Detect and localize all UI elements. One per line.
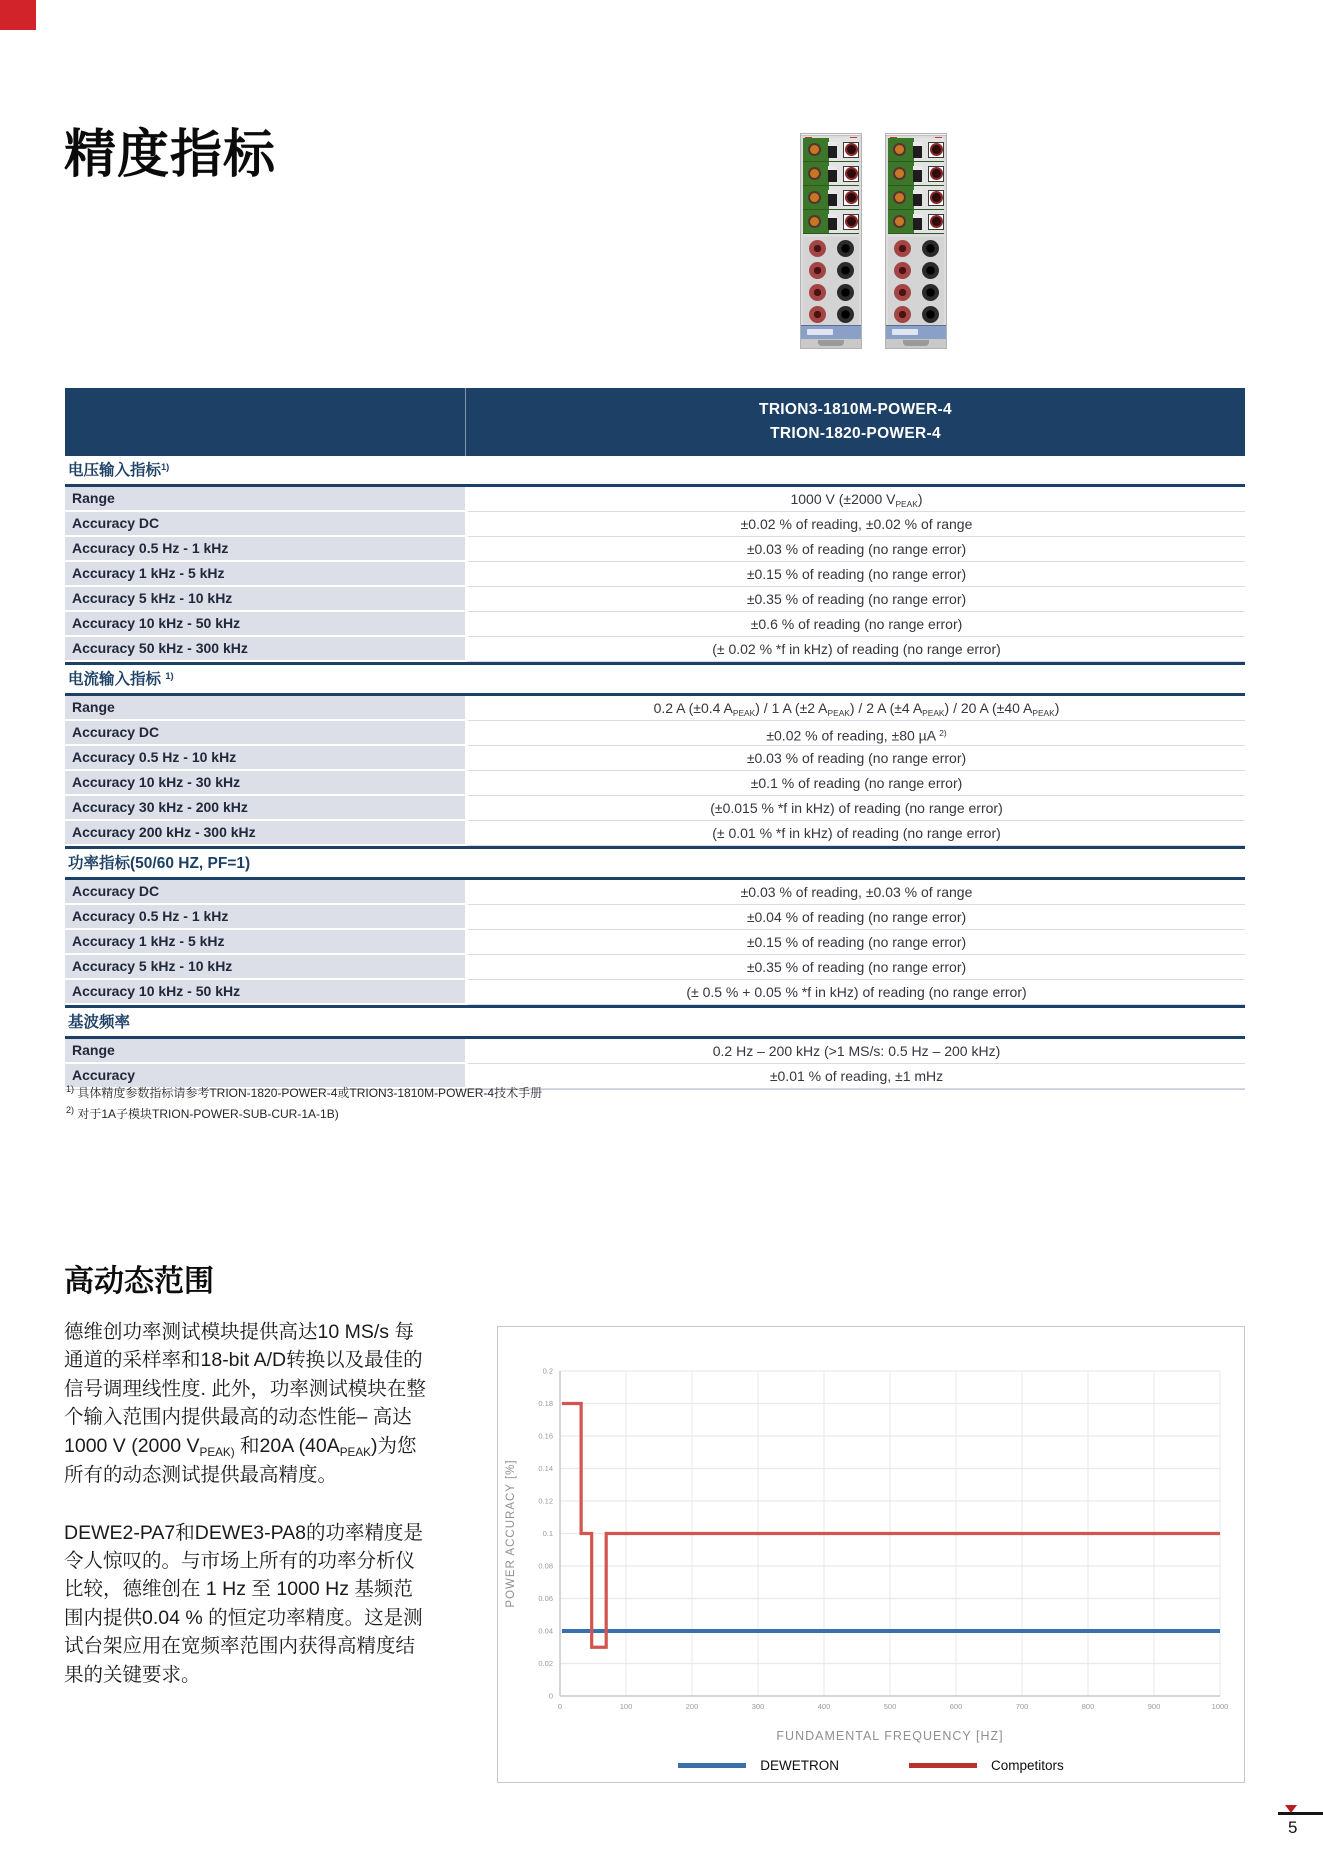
spec-row-label: Accuracy 1 kHz - 5 kHz bbox=[65, 930, 465, 955]
spec-row-value: (± 0.5 % + 0.05 % *f in kHz) of reading (no range error) bbox=[468, 980, 1245, 1005]
terminal-row bbox=[888, 162, 944, 186]
terminal-row bbox=[888, 186, 944, 210]
svg-text:500: 500 bbox=[883, 1702, 897, 1711]
module-images bbox=[800, 133, 947, 349]
spec-row-value: 0.2 Hz – 200 kHz (>1 MS/s: 0.5 Hz – 200 kHz) bbox=[468, 1039, 1245, 1064]
spec-row-value: 1000 V (±2000 $V_{PEAK}$) bbox=[468, 487, 1245, 512]
svg-text:0: 0 bbox=[548, 1691, 553, 1701]
spec-row bbox=[65, 637, 1245, 662]
jack-row bbox=[888, 303, 944, 325]
spec-row-label: Accuracy 50 kHz - 300 kHz bbox=[65, 637, 465, 662]
spec-row-label: Accuracy 0.5 Hz - 1 kHz bbox=[65, 537, 465, 562]
spec-row bbox=[65, 746, 1245, 771]
page-footer-triangle-icon bbox=[1285, 1805, 1297, 1813]
spec-row-label: Accuracy 0.5 Hz - 1 kHz bbox=[65, 905, 465, 930]
legend-label: Competitors bbox=[990, 1758, 1064, 1773]
svg-text:0.14: 0.14 bbox=[538, 1464, 553, 1473]
module-top-strip bbox=[801, 134, 861, 136]
footnote: $^{1)}$ 具体精度参数指标请参考TRION-1820-POWER-4或TRION3-1810M-POWER-4技术手册 bbox=[66, 1084, 543, 1100]
spec-row-label: Range bbox=[65, 487, 465, 512]
chart-svg bbox=[498, 1327, 1243, 1781]
chart-legend bbox=[498, 1758, 1244, 1773]
module-terminal-block bbox=[888, 138, 944, 234]
spec-row-label: Accuracy DC bbox=[65, 512, 465, 537]
power-accuracy-chart bbox=[497, 1326, 1245, 1783]
spec-row-value: ±0.35 % of reading (no range error) bbox=[468, 587, 1245, 612]
jack-row bbox=[888, 259, 944, 281]
spec-row-label: Accuracy DC bbox=[65, 721, 465, 746]
spec-table bbox=[65, 388, 1245, 1090]
spec-row-label: Accuracy 0.5 Hz - 10 kHz bbox=[65, 746, 465, 771]
svg-text:0.18: 0.18 bbox=[538, 1399, 553, 1408]
module-terminal-block bbox=[803, 138, 859, 234]
spec-row-value: ±0.1 % of reading (no range error) bbox=[468, 771, 1245, 796]
spec-row-value: ±0.03 % of reading, ±0.03 % of range bbox=[468, 880, 1245, 905]
module-image bbox=[885, 133, 947, 349]
spec-row-label: Range bbox=[65, 1039, 465, 1064]
jack-row bbox=[803, 281, 859, 303]
chart-x-axis-label: FUNDAMENTAL FREQUENCY [HZ] bbox=[776, 1729, 1004, 1743]
spec-row bbox=[65, 905, 1245, 930]
svg-text:0.04: 0.04 bbox=[538, 1626, 553, 1636]
spec-row bbox=[65, 612, 1245, 637]
spec-row bbox=[65, 980, 1245, 1005]
paragraph: DEWE2-PA7和DEWE3-PA8的功率精度是令人惊叹的。与市场上所有的功率分析仪比较，德维创在 1 Hz 至 1000 Hz 基频范围内提供0.04 % 的恒定功率精度。这是测试台架应用在宽频率范围内获得高精度结果的关键要求。 bbox=[64, 1521, 423, 1686]
spec-row-label: Accuracy 10 kHz - 50 kHz bbox=[65, 612, 465, 637]
terminal-row bbox=[803, 210, 859, 234]
svg-text:0.02: 0.02 bbox=[538, 1659, 553, 1668]
jack-row bbox=[888, 237, 944, 259]
svg-text:0.2: 0.2 bbox=[542, 1366, 553, 1376]
footnote: $^{2)}$ 对于1A子模块TRION-POWER-SUB-CUR-1A-1B) bbox=[66, 1105, 339, 1122]
spec-row bbox=[65, 796, 1245, 821]
spec-row bbox=[65, 587, 1245, 612]
terminal-row bbox=[803, 162, 859, 186]
spec-row-label: Range bbox=[65, 696, 465, 721]
legend-label: DEWETRON bbox=[760, 1758, 839, 1773]
svg-text:600: 600 bbox=[949, 1702, 963, 1711]
spec-row-label: Accuracy 5 kHz - 10 kHz bbox=[65, 955, 465, 980]
jack-row bbox=[803, 303, 859, 325]
svg-text:0.08: 0.08 bbox=[538, 1561, 553, 1571]
spec-row-label: Accuracy 1 kHz - 5 kHz bbox=[65, 562, 465, 587]
spec-section-title: 电压输入指标$^{1)}$ bbox=[65, 456, 1245, 487]
spec-row-label: Accuracy 10 kHz - 50 kHz bbox=[65, 980, 465, 1005]
spec-table-body bbox=[65, 456, 1245, 1089]
svg-text:700: 700 bbox=[1015, 1702, 1029, 1711]
corner-red-mark bbox=[0, 0, 36, 30]
terminal-row bbox=[888, 210, 944, 234]
dynamic-range-text bbox=[64, 1318, 426, 1718]
spec-row-value: ±0.15 % of reading (no range error) bbox=[468, 562, 1245, 587]
spec-row bbox=[65, 1039, 1245, 1064]
svg-text:0.06: 0.06 bbox=[538, 1594, 553, 1603]
spec-table-header bbox=[65, 388, 1245, 456]
svg-text:100: 100 bbox=[619, 1702, 633, 1711]
chart-y-axis-label: POWER ACCURACY [%] bbox=[505, 1459, 517, 1608]
spec-section-title: 基波频率 bbox=[65, 1005, 1245, 1039]
svg-text:0.16: 0.16 bbox=[538, 1431, 553, 1441]
spec-row bbox=[65, 487, 1245, 512]
jack-row bbox=[888, 281, 944, 303]
spec-row bbox=[65, 562, 1245, 587]
spec-table-header-empty-cell bbox=[65, 388, 466, 456]
paragraph: 德维创功率测试模块提供高达10 MS/s 每通道的采样率和18-bit A/D转换以及最佳的信号调理线性度. 此外，功率测试模块在整个输入范围内提供最高的动态性能– 高达1000 V (2000 $V_{PEAK)}$ 和20A $(40A_{PEAK})$为您所有的动态测试提供最高精度。 bbox=[64, 1321, 426, 1487]
spec-row bbox=[65, 721, 1245, 746]
spec-table-header-product-cell bbox=[466, 388, 1245, 456]
spec-row-value: ±0.15 % of reading (no range error) bbox=[468, 930, 1245, 955]
svg-text:0.12: 0.12 bbox=[538, 1496, 553, 1506]
product-name-2: TRION-1820-POWER-4 bbox=[770, 425, 941, 442]
module-bottom bbox=[886, 325, 946, 348]
legend-swatch bbox=[909, 1763, 977, 1768]
terminal-row bbox=[803, 138, 859, 162]
spec-section-title: 功率指标(50/60 HZ, PF=1) bbox=[65, 846, 1245, 880]
module-image bbox=[800, 133, 862, 349]
spec-row bbox=[65, 771, 1245, 796]
spec-row bbox=[65, 696, 1245, 721]
module-bottom bbox=[801, 325, 861, 348]
spec-row-label: Accuracy 30 kHz - 200 kHz bbox=[65, 796, 465, 821]
spec-row-value: ±0.02 % of reading, ±80 µA $^{2)}$ bbox=[468, 721, 1245, 746]
spec-row bbox=[65, 955, 1245, 980]
terminal-row bbox=[803, 186, 859, 210]
svg-text:0.1: 0.1 bbox=[542, 1529, 553, 1538]
dynamic-range-heading: 高动态范围 bbox=[64, 1265, 214, 1298]
svg-text:1000: 1000 bbox=[1211, 1702, 1229, 1711]
svg-text:0: 0 bbox=[557, 1702, 563, 1711]
footnotes bbox=[66, 1082, 542, 1124]
spec-row-label: Accuracy DC bbox=[65, 880, 465, 905]
spec-row-value: ±0.04 % of reading (no range error) bbox=[468, 905, 1245, 930]
spec-row bbox=[65, 930, 1245, 955]
spec-row-value: (± 0.02 % *f in kHz) of reading (no range error) bbox=[468, 637, 1245, 662]
spec-row-value: ±0.02 % of reading, ±0.02 % of range bbox=[468, 512, 1245, 537]
jack-row bbox=[803, 259, 859, 281]
spec-row-label: Accuracy 10 kHz - 30 kHz bbox=[65, 771, 465, 796]
spec-row-label: Accuracy 5 kHz - 10 kHz bbox=[65, 587, 465, 612]
spec-row-label: Accuracy 200 kHz - 300 kHz bbox=[65, 821, 465, 846]
module-banana-jacks bbox=[803, 237, 859, 325]
spec-row bbox=[65, 512, 1245, 537]
product-name-1: TRION3-1810M-POWER-4 bbox=[759, 400, 952, 418]
jack-row bbox=[803, 237, 859, 259]
svg-text:800: 800 bbox=[1081, 1702, 1095, 1711]
spec-row-value: ±0.03 % of reading (no range error) bbox=[468, 537, 1245, 562]
spec-row bbox=[65, 821, 1245, 846]
terminal-row bbox=[888, 138, 944, 162]
spec-row-label: Accuracy bbox=[65, 1064, 465, 1089]
spec-row-value: ±0.03 % of reading (no range error) bbox=[468, 746, 1245, 771]
svg-text:200: 200 bbox=[685, 1702, 699, 1711]
spec-row-value: ±0.01 % of reading, ±1 mHz bbox=[468, 1064, 1245, 1089]
svg-text:900: 900 bbox=[1147, 1702, 1161, 1711]
page-number: 5 bbox=[1288, 1818, 1298, 1837]
page-title: 精度指标 bbox=[64, 126, 277, 184]
spec-row bbox=[65, 880, 1245, 905]
svg-text:400: 400 bbox=[817, 1702, 831, 1711]
spec-row-value: (±0.015 % *f in kHz) of reading (no range error) bbox=[468, 796, 1245, 821]
legend-swatch bbox=[678, 1763, 746, 1768]
spec-row-value: ±0.6 % of reading (no range error) bbox=[468, 612, 1245, 637]
spec-row-value: 0.2 A (±0.4 $A_{PEAK}) / 1$ A (±2 $A_{PEAK}) / 2$ A (±4 $A_{PEAK}) / 20$ A (±40 $A_{PEAK}$) bbox=[468, 696, 1245, 721]
module-top-strip bbox=[886, 134, 946, 136]
svg-text:300: 300 bbox=[751, 1702, 765, 1711]
legend-item bbox=[678, 1758, 839, 1773]
module-banana-jacks bbox=[888, 237, 944, 325]
spec-row bbox=[65, 537, 1245, 562]
spec-section-title: 电流输入指标 $^{1)}$ bbox=[65, 662, 1245, 696]
legend-item bbox=[909, 1758, 1064, 1773]
spec-row-value: (± 0.01 % *f in kHz) of reading (no range error) bbox=[468, 821, 1245, 846]
spec-row-value: ±0.35 % of reading (no range error) bbox=[468, 955, 1245, 980]
